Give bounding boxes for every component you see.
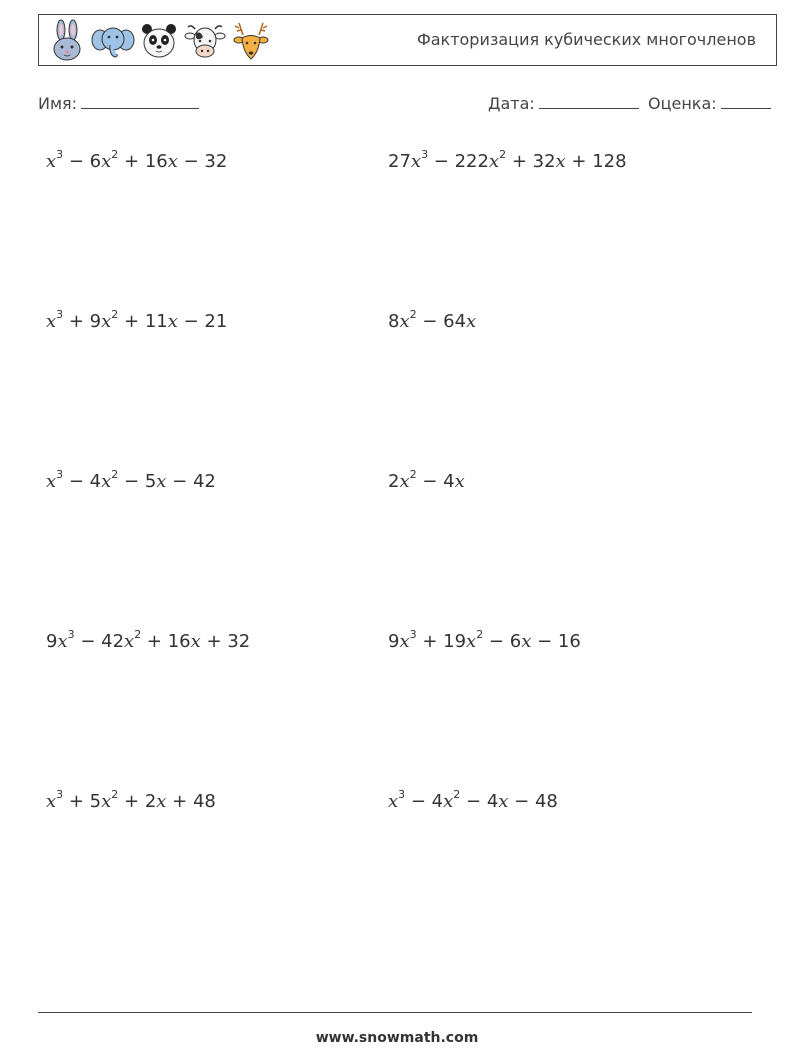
term-exponent: 3: [56, 788, 64, 801]
score-label: Оценка:: [648, 94, 717, 113]
term-variable: x: [466, 311, 477, 332]
term-exponent: 2: [476, 628, 484, 641]
term-exponent: 3: [56, 308, 64, 321]
term-coefficient: − 64: [416, 311, 467, 332]
term-exponent: 3: [56, 148, 64, 161]
term-exponent: 2: [409, 468, 417, 481]
term-variable: x: [156, 471, 167, 492]
name-label: Имя:: [38, 94, 78, 113]
term-variable: x: [46, 791, 57, 812]
term-variable: x: [46, 471, 57, 492]
name-field: [38, 94, 199, 113]
term-coefficient: + 48: [166, 791, 216, 812]
term-coefficient: 9: [388, 631, 400, 652]
term-coefficient: − 42: [74, 631, 125, 652]
panda-icon: [137, 19, 181, 63]
term-variable: x: [399, 471, 410, 492]
term-variable: x: [466, 631, 477, 652]
problem-10: [388, 790, 558, 812]
term-coefficient: − 32: [177, 151, 228, 172]
term-coefficient: − 4: [416, 471, 455, 492]
term-coefficient: − 16: [531, 631, 581, 652]
term-coefficient: + 11: [118, 311, 168, 332]
term-coefficient: + 9: [63, 311, 102, 332]
term-exponent: 3: [398, 788, 406, 801]
date-label: Дата:: [488, 94, 535, 113]
term-exponent: 2: [453, 788, 461, 801]
term-variable: x: [190, 631, 201, 652]
term-coefficient: + 2: [118, 791, 157, 812]
term-coefficient: − 42: [166, 471, 216, 492]
problem-7: [46, 630, 250, 652]
problem-8: [388, 630, 581, 652]
term-coefficient: − 222: [428, 151, 489, 172]
term-variable: x: [388, 791, 399, 812]
animal-icons: [45, 19, 273, 63]
rabbit-icon: [45, 19, 89, 63]
term-exponent: 2: [499, 148, 507, 161]
date-field: [488, 94, 639, 113]
term-variable: x: [399, 631, 410, 652]
term-exponent: 2: [134, 628, 142, 641]
term-coefficient: 9: [46, 631, 58, 652]
problem-4: [388, 310, 476, 332]
term-exponent: 2: [111, 468, 119, 481]
score-field: [648, 94, 771, 113]
term-coefficient: − 6: [483, 631, 522, 652]
term-exponent: 3: [56, 468, 64, 481]
term-variable: x: [498, 791, 509, 812]
elephant-icon: [91, 19, 135, 63]
term-variable: x: [488, 151, 500, 172]
term-coefficient: − 4: [460, 791, 499, 812]
term-exponent: 2: [409, 308, 417, 321]
term-coefficient: + 32: [200, 631, 251, 652]
term-coefficient: + 16: [141, 631, 191, 652]
term-variable: x: [101, 791, 112, 812]
term-coefficient: + 128: [565, 151, 627, 172]
term-coefficient: − 21: [177, 311, 228, 332]
term-variable: x: [101, 311, 112, 332]
term-variable: x: [454, 471, 465, 492]
term-coefficient: 8: [388, 311, 400, 332]
footer-site: www.snowmath.com: [315, 1030, 479, 1046]
term-variable: x: [167, 311, 178, 332]
term-exponent: 3: [67, 628, 75, 641]
term-coefficient: − 6: [63, 151, 102, 172]
term-coefficient: − 48: [508, 791, 558, 812]
term-coefficient: + 5: [63, 791, 102, 812]
problem-2: [388, 150, 627, 172]
term-variable: x: [443, 791, 454, 812]
term-variable: x: [167, 151, 178, 172]
term-variable: x: [46, 311, 57, 332]
cow-icon: [183, 19, 227, 63]
name-blank[interactable]: [81, 94, 199, 109]
worksheet-title: Факторизация кубических многочленов: [416, 30, 756, 49]
problem-1: [46, 150, 227, 172]
term-variable: x: [555, 151, 566, 172]
term-variable: x: [101, 471, 112, 492]
term-variable: x: [156, 791, 167, 812]
term-coefficient: − 4: [405, 791, 444, 812]
term-coefficient: + 32: [506, 151, 556, 172]
term-coefficient: + 19: [416, 631, 467, 652]
term-variable: x: [57, 631, 68, 652]
term-coefficient: − 4: [63, 471, 102, 492]
term-coefficient: 27: [388, 151, 411, 172]
term-variable: x: [124, 631, 135, 652]
term-exponent: 2: [111, 308, 119, 321]
worksheet-header: [38, 14, 777, 66]
problem-3: [46, 310, 227, 332]
term-variable: x: [399, 311, 410, 332]
term-exponent: 2: [111, 148, 119, 161]
score-blank[interactable]: [721, 94, 771, 109]
footer-divider: [38, 1012, 752, 1013]
term-coefficient: 2: [388, 471, 400, 492]
term-coefficient: − 5: [118, 471, 157, 492]
term-exponent: 3: [421, 148, 429, 161]
term-coefficient: + 16: [118, 151, 168, 172]
term-exponent: 2: [111, 788, 119, 801]
date-blank[interactable]: [539, 94, 639, 109]
term-variable: x: [101, 151, 112, 172]
problem-9: [46, 790, 216, 812]
problem-6: [388, 470, 465, 492]
problem-5: [46, 470, 216, 492]
deer-icon: [229, 19, 273, 63]
term-variable: x: [410, 151, 422, 172]
term-variable: x: [521, 631, 532, 652]
term-exponent: 3: [409, 628, 417, 641]
term-variable: x: [46, 151, 57, 172]
